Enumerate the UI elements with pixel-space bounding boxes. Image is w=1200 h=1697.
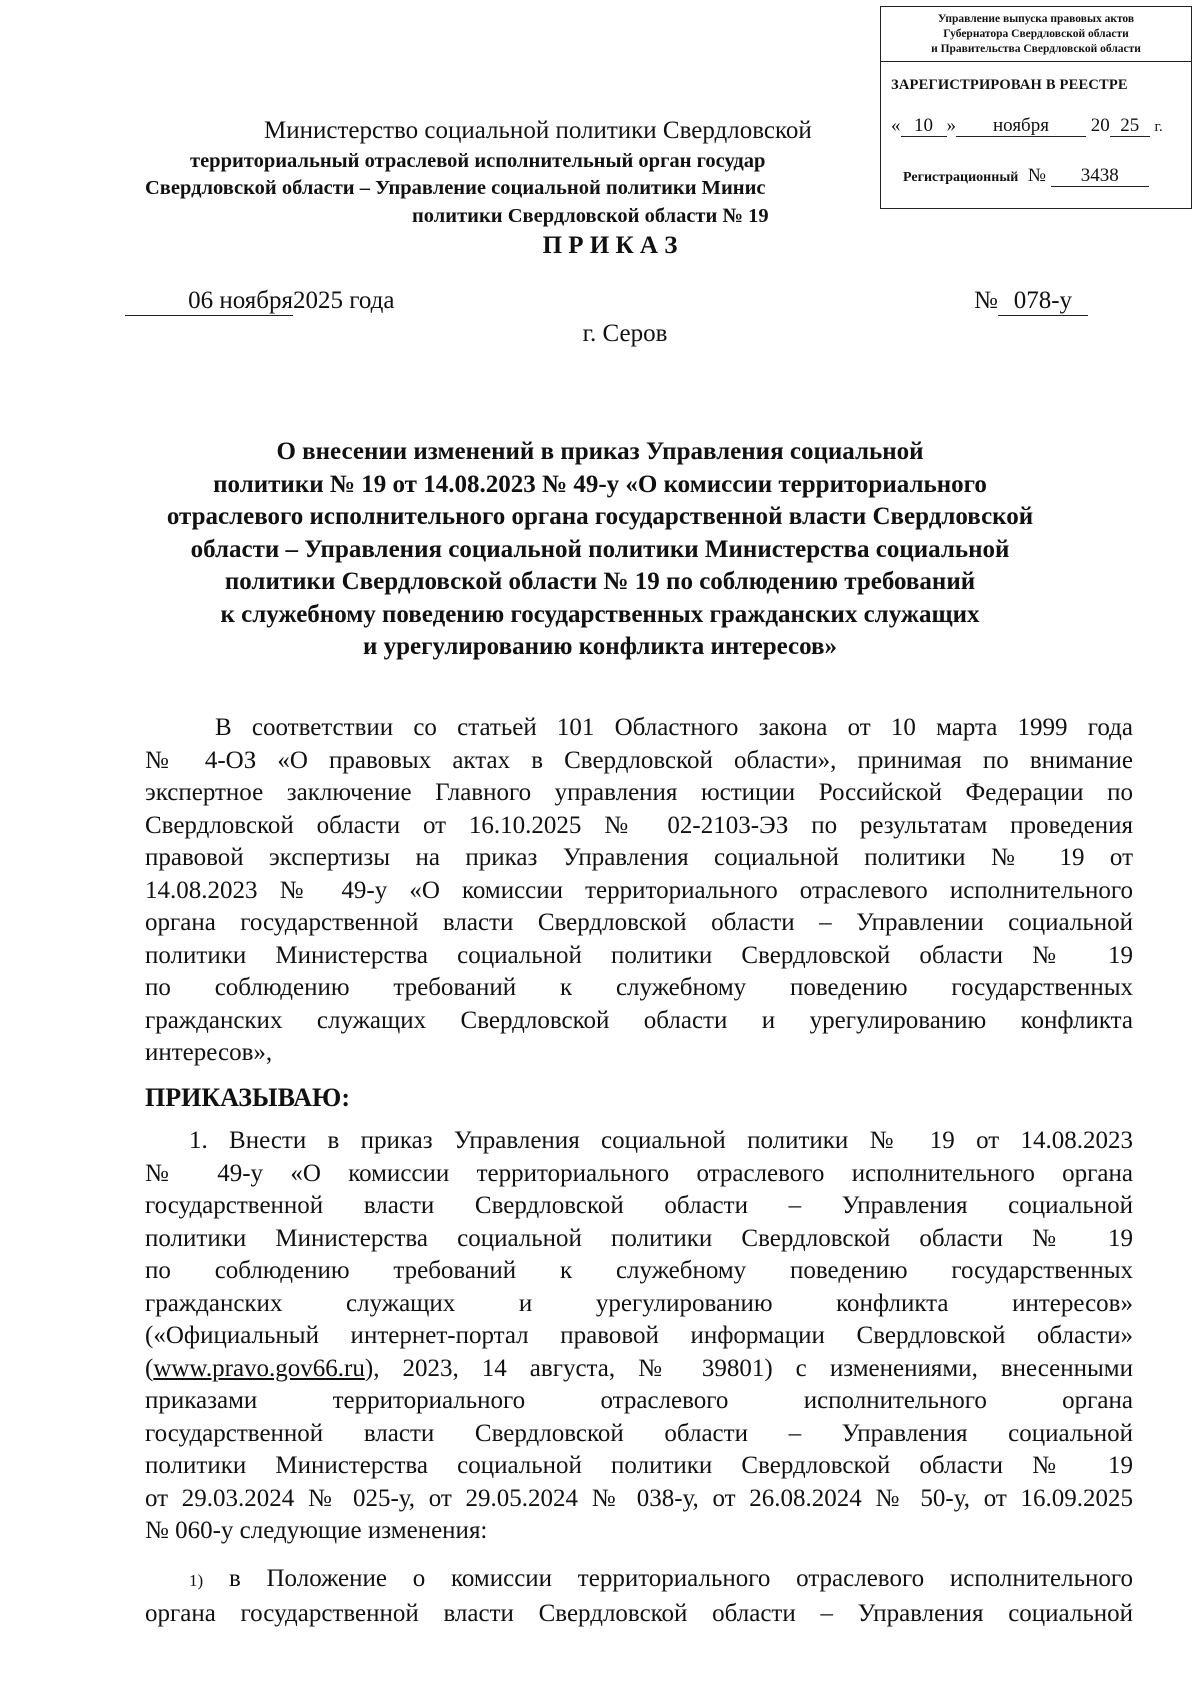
preamble — [145, 712, 1133, 1070]
item-1-line: 1. Внести в приказ Управления социальной политики № 19 от 14.08.2023 — [189, 1127, 1133, 1154]
stamp-reg-number — [903, 165, 1149, 187]
item-1-line: № 060-у следующие изменения: — [145, 1517, 488, 1544]
title-line: к служебному поведению государственных гражданских служащих — [220, 600, 980, 628]
title-line: области – Управления социальной политики Министерства социальной — [190, 535, 1010, 563]
registration-stamp — [880, 6, 1192, 209]
order-date: 06 ноября — [125, 287, 293, 316]
header-ministry: Министерство социальной политики Свердловской — [264, 117, 812, 144]
preamble-line: гражданских служащих Свердловской области и урегулированию конфликта — [145, 1006, 1133, 1034]
stamp-reg-number-value: 3438 — [1051, 166, 1149, 187]
stamp-date — [891, 115, 1163, 137]
stamp-reg-number-label: Регистрационный — [903, 170, 1019, 185]
header-doc-type: П Р И К А З — [542, 232, 678, 259]
header-line3: Свердловской области – Управление социальной политики Минис — [145, 177, 766, 199]
order-number-sign: № — [974, 287, 998, 314]
title-line: политики № 19 от 14.08.2023 № 49-у «О комиссии территориального — [213, 470, 987, 498]
item-1-line: по соблюдению требований к служебному поведению государственных — [145, 1257, 1133, 1284]
pravo-portal-link[interactable]: www.pravo.gov66.ru — [153, 1354, 365, 1382]
subitem-1 — [145, 1563, 1133, 1630]
order-number: 078-у — [998, 287, 1088, 316]
stamp-year-suffix: 25 — [1110, 116, 1150, 137]
stamp-open-quote: « — [891, 115, 901, 136]
subitem-1-text: в Положение о комиссии территориального отраслевого исполнительного — [228, 1565, 1134, 1592]
item-1-line: государственной власти Свердловской области – Управления социальной — [145, 1419, 1133, 1447]
preamble-line: интересов», — [145, 1039, 273, 1066]
preamble-line: по соблюдению требований к служебному поведению государственных — [145, 974, 1133, 1001]
stamp-department-line: Управление выпуска правовых актов — [937, 13, 1135, 25]
title-line: отраслевого исполнительного органа государственной власти Свердловской — [166, 503, 1034, 530]
title-line: политики Свердловской области № 19 по соблюдению требований — [224, 568, 976, 595]
preamble-line: политики Министерства социальной политики Свердловской области № 19 — [145, 941, 1133, 969]
item-1-line: гражданских служащих и урегулированию конфликта интересов» — [145, 1289, 1133, 1317]
stamp-number-sign: № — [1027, 165, 1046, 186]
preamble-line: экспертное заключение Главного управления юстиции Российской Федерации по — [145, 779, 1133, 806]
subitem-1-line: органа государственной власти Свердловской области – Управления социальной — [145, 1599, 1133, 1627]
item-1-line: от 29.03.2024 № 025-у, от 29.05.2024 № 038-у, от 26.08.2024 № 50-у, от 16.09.2025 — [145, 1484, 1133, 1512]
item-1-link-line — [145, 1353, 1133, 1386]
subitem-1-marker: 1) — [189, 1571, 204, 1590]
order-city: г. Серов — [582, 320, 668, 347]
item-1-line: государственной власти Свердловской области – Управления социальной — [145, 1192, 1133, 1219]
stamp-month: ноября — [956, 116, 1086, 137]
document-title — [100, 436, 1100, 664]
order-date-line — [125, 287, 394, 316]
item-1 — [145, 1125, 1133, 1548]
item-1-line: политики Министерства социальной политики Свердловской области № 19 — [145, 1452, 1133, 1479]
stamp-department-line: и Правительства Свердловской области — [931, 43, 1141, 55]
stamp-day: 10 — [901, 116, 947, 137]
order-word: ПРИКАЗЫВАЮ: — [145, 1083, 350, 1112]
title-line: О внесении изменений в приказ Управления социальной — [276, 438, 924, 465]
item-1-line: политики Министерства социальной политики Свердловской области № 19 — [145, 1224, 1133, 1252]
stamp-year-unit: г. — [1154, 119, 1163, 135]
stamp-registered-label: ЗАРЕГИСТРИРОВАН В РЕЕСТРЕ — [891, 77, 1128, 93]
stamp-department-line: Губернатора Свердловской области — [943, 28, 1129, 40]
stamp-close-quote: » — [946, 115, 956, 136]
preamble-line: № 4-ОЗ «О правовых актах в Свердловской области», принимая по внимание — [145, 746, 1133, 774]
preamble-line: правовой экспертизы на приказ Управления социальной политики № 19 от — [145, 844, 1133, 871]
header-line2: территориальный отраслевой исполнительный орган государ — [190, 150, 766, 172]
preamble-line: органа государственной власти Свердловской области – Управлении социальной — [145, 909, 1133, 936]
stamp-department — [881, 7, 1191, 62]
subitem-1-line — [145, 1563, 1133, 1598]
link-line-rest: ), 2023, 14 августа, № 39801) с изменениями, внесенными — [364, 1354, 1133, 1382]
preamble-line: 14.08.2023 № 49-у «О комиссии территориального отраслевого исполнительного — [145, 876, 1133, 904]
order-date-suffix: 2025 года — [293, 287, 395, 314]
order-number-line — [974, 287, 1088, 316]
item-1-line: («Официальный интернет-портал правовой информации Свердловской области» — [145, 1322, 1133, 1349]
title-line: и урегулированию конфликта интересов» — [362, 633, 838, 660]
header-line4: политики Свердловской области № 19 — [412, 205, 769, 227]
preamble-line: Свердловской области от 16.10.2025 № 02-2103-ЭЗ по результатам проведения — [145, 811, 1133, 839]
preamble-line: В соответствии со статьей 101 Областного закона от 10 марта 1999 года — [215, 714, 1133, 741]
stamp-year-prefix: 20 — [1090, 115, 1110, 136]
item-1-line: № 49-у «О комиссии территориального отраслевого исполнительного органа — [145, 1159, 1133, 1187]
item-1-line: приказами территориального отраслевого исполнительного органа — [145, 1387, 1133, 1414]
link-open-paren: ( — [145, 1354, 154, 1382]
